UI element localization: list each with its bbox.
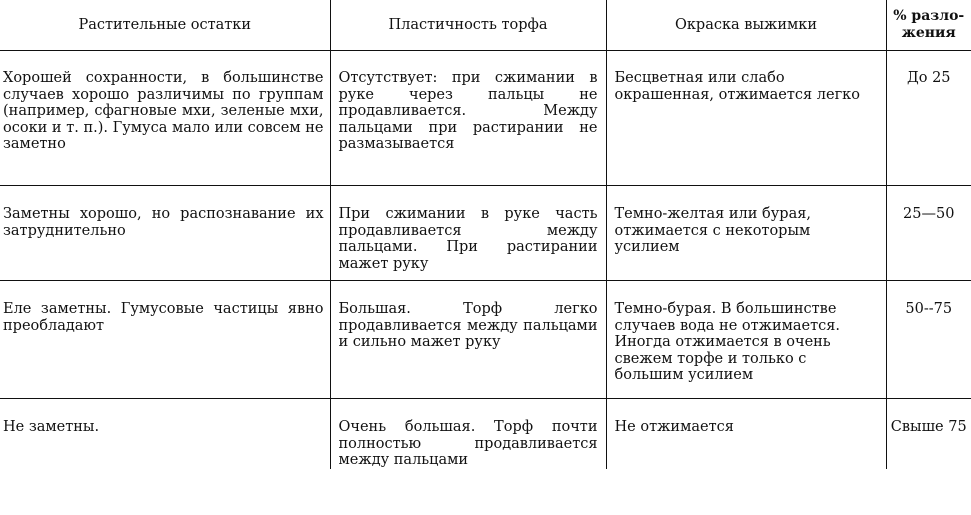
cell-plant-remains: Еле заметны. Гумусовые частицы явно преобладают xyxy=(0,281,330,399)
header-plant-remains: Растительные остатки xyxy=(0,0,330,51)
cell-color: Темно-бурая. В большинстве случаев вода не отжимается. Иногда отжимается в очень свежем торфе и только с большим усилием xyxy=(606,281,886,399)
table-row xyxy=(0,51,971,186)
cell-color: Не отжимается xyxy=(606,399,886,469)
cell-plant-remains: Не заметны. xyxy=(3,419,100,435)
table-row xyxy=(0,399,971,469)
cell-plasticity: Отсутствует: при сжимании в руке через пальцы не продавливается. Между пальцами при растирании не размазывается xyxy=(330,51,606,186)
cell-color: Бесцветная или слабо окрашенная, отжимается легко xyxy=(606,51,886,186)
cell-plasticity: Большая. Торф легко продавливается между пальцами и сильно мажет руку xyxy=(330,281,606,399)
cell-decomposition: Свыше 75 xyxy=(886,399,971,469)
cell-plasticity: При сжимании в руке часть продавливается между пальцами. При растирании мажет руку xyxy=(330,186,606,281)
cell-plant-remains: Хорошей сохранности, в большинстве случаев хорошо различимы по группам (например, сфагновые мхи, зеленые мхи, осоки и т. п.). Гумуса мало или совсем не заметно xyxy=(0,51,330,186)
table-row xyxy=(0,186,971,281)
header-color: Окраска выжимки xyxy=(606,0,886,51)
table-row xyxy=(0,281,971,399)
cell-plasticity: Очень большая. Торф почти полностью продавливается между пальцами xyxy=(330,399,606,469)
header-row xyxy=(0,0,971,51)
cell-decomposition: 50--75 xyxy=(886,281,971,399)
header-decomposition: % разло-жения xyxy=(886,0,971,51)
cell-color: Темно-желтая или бурая, отжимается с некоторым усилием xyxy=(606,186,886,281)
cell-plant-remains: Заметны хорошо, но распознавание их затруднительно xyxy=(0,186,330,281)
cell-decomposition: До 25 xyxy=(886,51,971,186)
cell-decomposition: 25—50 xyxy=(886,186,971,281)
header-plasticity: Пластичность торфа xyxy=(330,0,606,51)
